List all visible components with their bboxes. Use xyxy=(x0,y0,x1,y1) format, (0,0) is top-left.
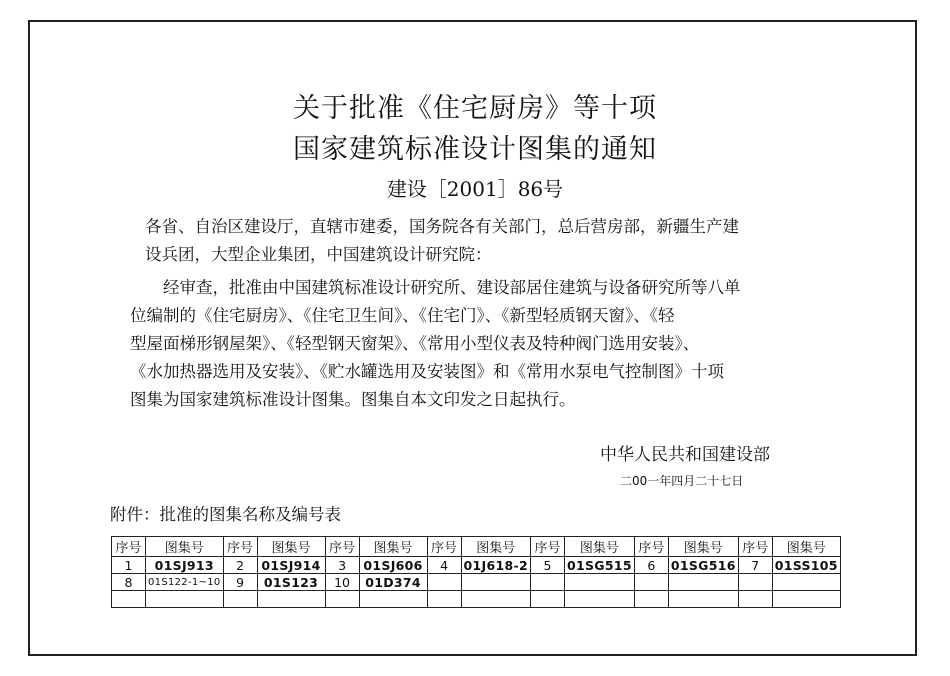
atlas-code-cell xyxy=(772,574,840,591)
seq-cell xyxy=(112,591,146,608)
atlas-code-cell xyxy=(668,591,738,608)
atlas-code-cell: 01SJ914 xyxy=(257,557,325,574)
atlas-code-cell: 01S123 xyxy=(257,574,325,591)
atlas-table xyxy=(111,536,841,608)
seq-cell: 10 xyxy=(325,574,359,591)
seq-cell: 8 xyxy=(112,574,146,591)
header-cell: 序号 xyxy=(112,537,146,557)
atlas-code-cell xyxy=(257,591,325,608)
atlas-code-cell: 01SG516 xyxy=(668,557,738,574)
header-cell: 图集号 xyxy=(359,537,427,557)
addressee xyxy=(145,213,857,269)
title-line-1: 关于批准《住宅厨房》等十项 xyxy=(293,93,657,124)
header-cell: 序号 xyxy=(325,537,359,557)
body-line: 经审查，批准由中国建筑标准设计研究所、建设部居住建筑与设备研究所等八单 xyxy=(130,278,741,297)
seq-cell: 4 xyxy=(427,557,461,574)
document-number: 建设［2001］86号 xyxy=(386,177,564,201)
body-line: 《水加热器选用及安装》、《贮水罐选用及安装图》和《常用水泵电气控制图》十项 xyxy=(130,362,724,381)
body-line: 型屋面梯形钢屋架》、《轻型钢天窗架》、《常用小型仪表及特种阀门选用安装》、 xyxy=(130,334,700,353)
atlas-code-cell xyxy=(772,591,840,608)
table-header-row xyxy=(112,537,841,557)
seq-cell: 9 xyxy=(223,574,257,591)
table-row xyxy=(112,557,841,574)
seq-cell: 3 xyxy=(325,557,359,574)
seq-cell xyxy=(530,574,564,591)
atlas-code-cell xyxy=(461,574,530,591)
header-cell: 序号 xyxy=(738,537,772,557)
atlas-code-cell xyxy=(564,591,634,608)
notice-body xyxy=(130,274,858,414)
header-cell: 图集号 xyxy=(146,537,224,557)
atlas-code-cell: 01S122-1~10 xyxy=(146,574,224,591)
header-cell: 图集号 xyxy=(257,537,325,557)
header-cell: 序号 xyxy=(634,537,668,557)
addressee-line: 设兵团，大型企业集团，中国建筑设计研究院： xyxy=(145,245,492,264)
seq-cell: 2 xyxy=(223,557,257,574)
seq-cell xyxy=(634,591,668,608)
table-row xyxy=(112,574,841,591)
header-cell: 图集号 xyxy=(668,537,738,557)
seq-cell xyxy=(530,591,564,608)
seq-cell xyxy=(738,591,772,608)
body-line: 位编制的《住宅厨房》、《住宅卫生间》、《住宅门》、《新型轻质钢天窗》、《轻 xyxy=(130,306,675,325)
seq-cell: 1 xyxy=(112,557,146,574)
seq-cell: 7 xyxy=(738,557,772,574)
atlas-code-cell xyxy=(146,591,224,608)
seq-cell xyxy=(223,591,257,608)
atlas-code-cell: 01SJ606 xyxy=(359,557,427,574)
atlas-code-cell: 01SS105 xyxy=(772,557,840,574)
header-cell: 图集号 xyxy=(461,537,530,557)
header-cell: 序号 xyxy=(427,537,461,557)
body-line: 图集为国家建筑标准设计图集。图集自本文印发之日起执行。 xyxy=(130,390,576,409)
signature-organization: 中华人民共和国建设部 xyxy=(600,445,770,465)
seq-cell xyxy=(325,591,359,608)
table-row xyxy=(112,591,841,608)
header-cell: 序号 xyxy=(223,537,257,557)
atlas-code-cell: 01J618-2 xyxy=(461,557,530,574)
seq-cell xyxy=(738,574,772,591)
atlas-code-cell xyxy=(564,574,634,591)
seq-cell xyxy=(427,591,461,608)
title-line-2: 国家建筑标准设计图集的通知 xyxy=(293,134,657,165)
atlas-code-cell: 01SJ913 xyxy=(146,557,224,574)
seq-cell xyxy=(634,574,668,591)
atlas-code-cell: 01D374 xyxy=(359,574,427,591)
atlas-code-cell xyxy=(359,591,427,608)
seq-cell: 5 xyxy=(530,557,564,574)
atlas-code-cell xyxy=(461,591,530,608)
seq-cell: 6 xyxy=(634,557,668,574)
addressee-line: 各省、自治区建设厅，直辖市建委，国务院各有关部门，总后营房部，新疆生产建 xyxy=(145,217,739,236)
header-cell: 图集号 xyxy=(564,537,634,557)
header-cell: 序号 xyxy=(530,537,564,557)
atlas-code-cell xyxy=(668,574,738,591)
attachment-title: 附件：批准的图集名称及编号表 xyxy=(110,505,341,524)
header-cell: 图集号 xyxy=(772,537,840,557)
atlas-code-cell: 01SG515 xyxy=(564,557,634,574)
seq-cell xyxy=(427,574,461,591)
signature-date: 二00一年四月二十七日 xyxy=(620,474,744,488)
